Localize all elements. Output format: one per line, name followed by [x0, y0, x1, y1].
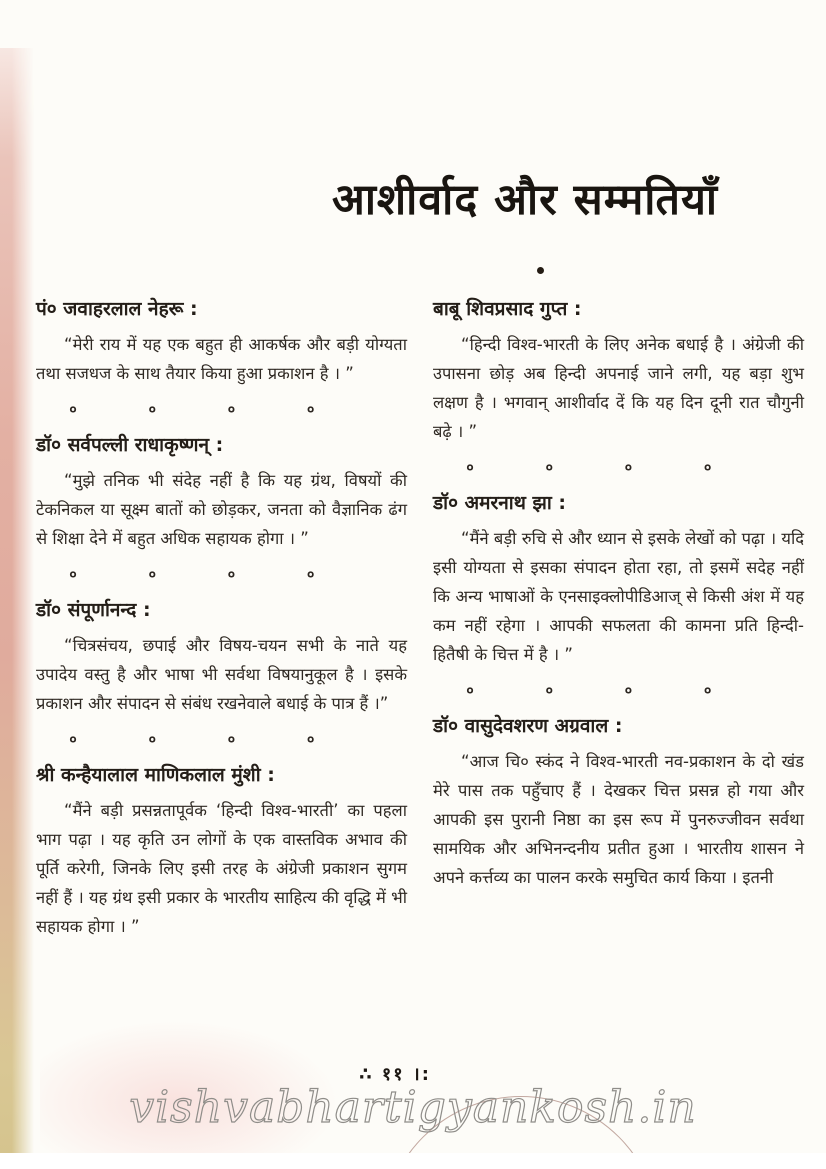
- endorsement-quote: “मैंने बड़ी प्रसन्नतापूर्वक ‘हिन्दी विश्व-भारती’ का पहला भाग पढ़ा । यह कृति उन लोगों के एक वास्तविक अभाव की पूर्ति करेगी, जिनके लिए इसी तरह के अंग्रेजी प्रकाशन सुगम नहीं हैं । यह ग्रंथ इसी प्रकार के भारतीय साहित्य की वृद्धि में भी सहायक होगा । ”: [36, 801, 407, 936]
- endorser-name: डॉ० संपूर्णानन्द :: [36, 599, 151, 621]
- separator-dot: ०: [466, 683, 474, 699]
- endorsement-nehru: [36, 295, 407, 388]
- endorsement-radhakrishnan: [36, 431, 407, 553]
- separator-dot: ०: [466, 460, 474, 476]
- separator-dot: ०: [306, 567, 315, 583]
- watermark-text: vishvabhartigyankosh.in: [129, 1082, 697, 1133]
- two-column-text: [36, 295, 804, 953]
- section-separator: [69, 730, 314, 749]
- separator-dot: ०: [69, 732, 77, 748]
- separator-dot: ०: [545, 460, 553, 476]
- separator-dot: ०: [703, 683, 712, 699]
- separator-dot: ०: [148, 567, 156, 583]
- endorsement-quote: “मेरी राय में यह एक बहुत ही आकर्षक और बड़ी योग्यता तथा सजधज के साथ तैयार किया हुआ प्रकाशन है । ”: [36, 335, 407, 383]
- separator-dot: ०: [227, 402, 236, 418]
- endorsement-quote: “आज चि० स्कंद ने विश्व-भारती नव-प्रकाशन के दो खंड मेरे पास तक पहुँचाए हैं । देखकर चित्त प्रसन्न हो गया और आपकी इस पुरानी निष्ठा का इस रूप में पुनरुज्जीवन सर्वथा सामयिक और अभिनन्दनीय प्रतीत हुआ । भारतीय शासन ने अपने कर्त्तव्य का पालन करके समुचित कार्य किया । इतनी: [433, 752, 804, 887]
- separator-dot: ०: [624, 460, 633, 476]
- separator-dot: ०: [306, 732, 315, 748]
- endorser-name: पं० जवाहरलाल नेहरू :: [36, 298, 198, 320]
- separator-dot: ०: [306, 402, 315, 418]
- separator-dot: ०: [148, 732, 156, 748]
- endorser-name: डॉ० अमरनाथ झा :: [433, 492, 566, 514]
- separator-dot: ०: [148, 402, 156, 418]
- endorsement-quote: “मुझे तनिक भी संदेह नहीं है कि यह ग्रंथ, विषयों की टेकनिकल या सूक्ष्म बातों को छोड़कर, जनता को वैज्ञानिक ढंग से शिक्षा देने में बहुत अधिक सहायक होगा । ”: [36, 471, 407, 548]
- separator-dot: ०: [703, 460, 712, 476]
- ink-speck: [537, 267, 544, 274]
- separator-dot: ०: [69, 567, 77, 583]
- endorsement-jha: [433, 489, 804, 669]
- endorsement-agrawal: [433, 712, 804, 892]
- separator-dot: ०: [624, 683, 633, 699]
- section-separator: [69, 565, 314, 584]
- separator-dot: ०: [69, 402, 77, 418]
- endorsement-munshi: [36, 761, 407, 941]
- separator-dot: ०: [227, 567, 236, 583]
- endorser-name: डॉ० वासुदेवशरण अग्रवाल :: [433, 715, 623, 737]
- right-column: [433, 295, 804, 953]
- endorser-name: श्री कन्हैयालाल माणिकलाल मुंशी :: [36, 764, 275, 786]
- separator-dot: ०: [227, 732, 236, 748]
- page-title: आशीर्वाद और सम्मतियाँ: [331, 175, 719, 225]
- endorsement-quote: “चित्रसंचय, छपाई और विषय-चयन सभी के नाते यह उपादेय वस्तु है और भाषा भी सर्वथा विषयानुकूल है । इसके प्रकाशन और संपादन से संबंध रखनेवाले बधाई के पात्र हैं ।”: [36, 636, 407, 713]
- section-separator: [466, 458, 711, 477]
- endorser-name: डॉ० सर्वपल्ली राधाकृष्णन् :: [36, 434, 224, 456]
- stamp-circle: [382, 1096, 660, 1169]
- endorsement-gupta: [433, 295, 804, 446]
- page-edge-shading: [0, 48, 34, 1155]
- scan-blemish: [40, 1020, 340, 1169]
- left-column: [36, 295, 407, 953]
- section-separator: [466, 681, 711, 700]
- endorser-name: बाबू शिवप्रसाद गुप्त :: [433, 298, 582, 320]
- page-number: ∴ ११ ।:: [359, 1064, 431, 1085]
- endorsement-sampurnanand: [36, 596, 407, 718]
- endorsement-quote: “मैंने बड़ी रुचि से और ध्यान से इसके लेखों को पढ़ा । यदि इसी योग्यता से इसका संपादन होता रहा, तो इसमें सदेह नहीं कि अन्य भाषाओं के एनसाइक्लोपीडिआज् से किसी अंश में यह कम नहीं रहेगा । आपकी सफलता की कामना प्रति हिन्दी-हितैषी के चित्त में है । ”: [433, 529, 804, 664]
- endorsement-quote: “हिन्दी विश्व-भारती के लिए अनेक बधाई है । अंग्रेजी की उपासना छोड़ अब हिन्दी अपनाई जाने लगी, यह बड़ा शुभ लक्षण है । भगवान् आशीर्वाद दें कि यह दिन दूनी रात चौगुनी बढ़े । ”: [433, 335, 804, 441]
- section-separator: [69, 400, 314, 419]
- separator-dot: ०: [545, 683, 553, 699]
